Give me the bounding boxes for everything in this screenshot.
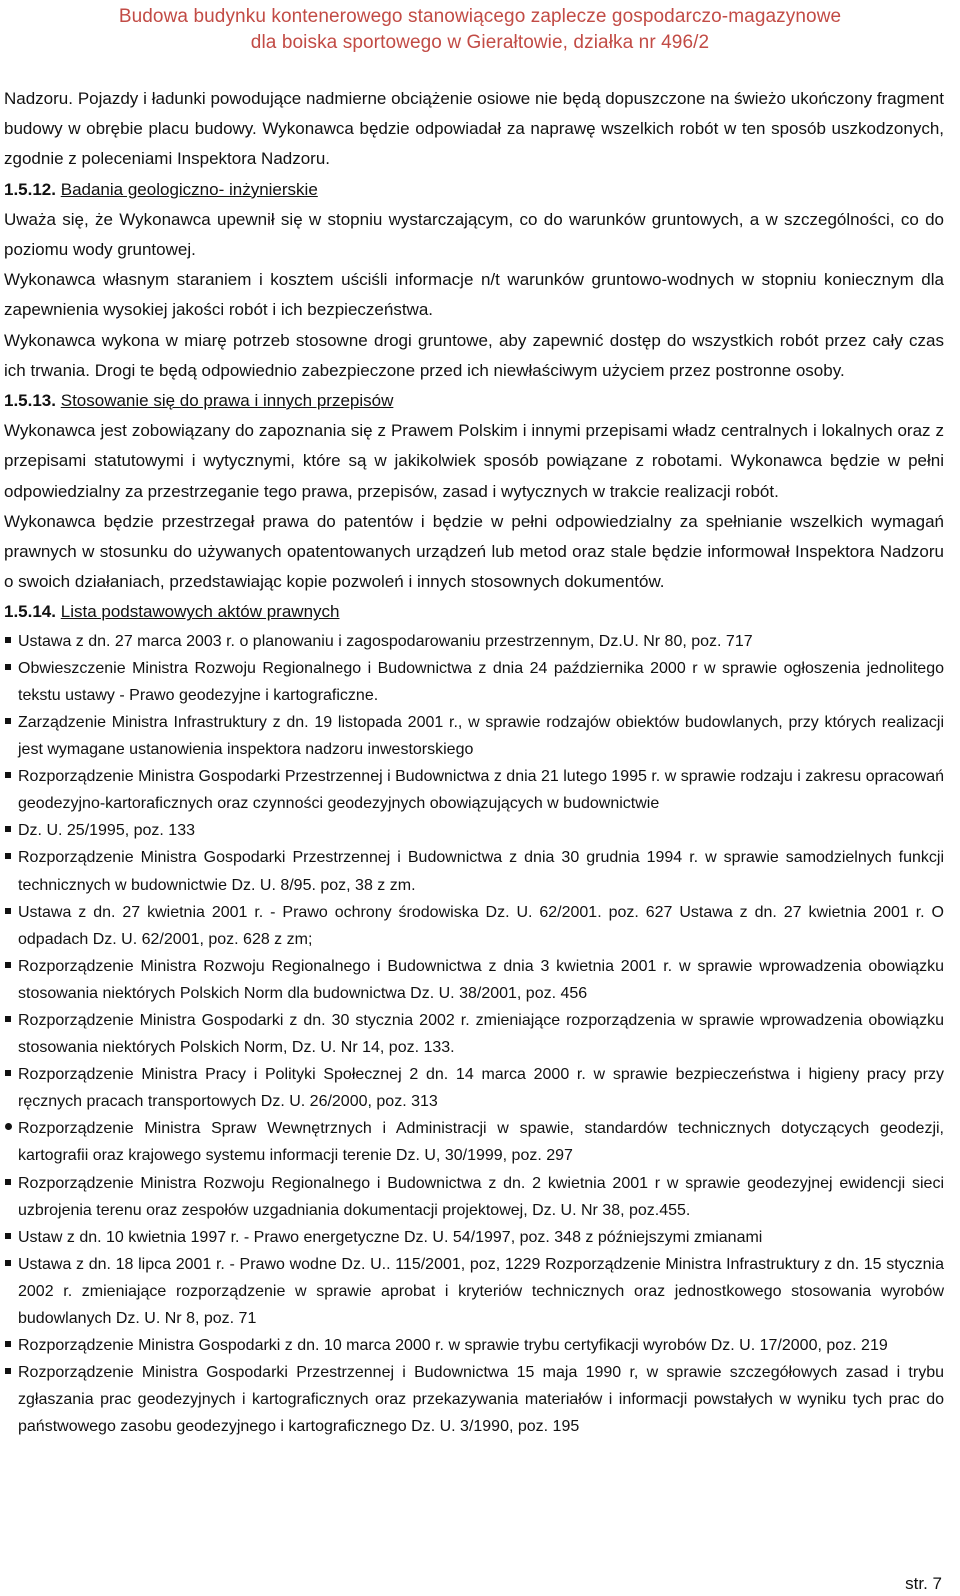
list-item-text: Ustaw z dn. 10 kwietnia 1997 r. - Prawo energetyczne Dz. U. 54/1997, poz. 348 z późniejszymi zmianami	[18, 1228, 763, 1246]
list-item-text: Zarządzenie Ministra Infrastruktury z dn. 19 listopada 2001 r., w sprawie rodzajów obiektów budowlanych, przy których realizacji jest wymagane ustanowienia inspektora nadzoru inwestorskiego	[18, 713, 944, 759]
square-bullet-icon	[5, 628, 15, 655]
list-item	[4, 709, 944, 763]
square-bullet-icon	[5, 1170, 15, 1197]
paragraph: Wykonawca własnym staraniem i kosztem uściśli informacje n/t warunków gruntowo-wodnych w stopniu koniecznym dla zapewnienia wysokiej jakości robót i ich bezpieczeństwa.	[4, 270, 944, 320]
paragraph: Wykonawca wykona w miarę potrzeb stosowne drogi gruntowe, aby zapewnić dostęp do wszystkich robót przez cały czas ich trwania. Drogi te będą odpowiednio zabezpieczone przed ich niewłaściwym użyciem przez postronne osoby.	[4, 330, 944, 380]
section-heading-1-5-14	[4, 597, 944, 627]
section-number: 1.5.13.	[4, 391, 56, 411]
header-line-2: dla boiska sportowego w Gierałtowie, działka nr 496/2	[250, 32, 710, 53]
list-item-text: Ustawa z dn. 27 marca 2003 r. o planowaniu i zagospodarowaniu przestrzennym, Dz.U. Nr 80, poz. 717	[18, 632, 753, 650]
square-bullet-icon	[5, 1007, 15, 1034]
list-item	[4, 1115, 944, 1169]
round-bullet-icon	[5, 1115, 15, 1142]
header-line-1: Budowa budynku kontenerowego stanowiącego zaplecze gospodarczo-magazynowe	[118, 6, 842, 27]
list-item	[4, 1332, 944, 1359]
list-item-text: Rozporządzenie Ministra Rozwoju Regionalnego i Budownictwa z dn. 2 kwietnia 2001 r w sprawie geodezyjnej ewidencji sieci uzbrojenia terenu oraz zespołów uzgadniania dokumentacji projektowej, Dz. U. Nr 38, poz.455.	[18, 1174, 944, 1219]
square-bullet-icon	[5, 709, 15, 736]
list-item	[4, 953, 944, 1007]
section-number: 1.5.14.	[4, 602, 56, 622]
document-body	[4, 84, 944, 1440]
list-item	[4, 1007, 944, 1061]
paragraph: Uważa się, że Wykonawca upewnił się w stopniu wystarczającym, co do warunków gruntowych, a w szczególności, co do poziomu wody gruntowej.	[4, 209, 944, 260]
square-bullet-icon	[5, 1332, 15, 1359]
intro-paragraph: Nadzoru. Pojazdy i ładunki powodujące nadmierne obciążenie osiowe nie będą dopuszczone na świeżo ukończony fragment budowy w obrębie placu budowy. Wykonawca będzie odpowiadał za naprawę wszelkich robót w ten sposób uszkodzonych, zgodnie z poleceniami Inspektora Nadzoru.	[4, 89, 944, 169]
square-bullet-icon	[5, 1251, 15, 1278]
section-heading-1-5-13	[4, 386, 944, 416]
square-bullet-icon	[5, 763, 15, 790]
square-bullet-icon	[5, 953, 15, 980]
list-item-text: Rozporządzenie Ministra Gospodarki z dn. 10 marca 2000 r. w sprawie trybu certyfikacji wyrobów Dz. U. 17/2000, poz. 219	[18, 1337, 888, 1355]
list-item-text: Rozporządzenie Ministra Gospodarki Przestrzennej i Budownictwa z dnia 30 grudnia 1994 r. w sprawie samodzielnych funkcji technicznych w budownictwie Dz. U. 8/95. poz, 38 z zm.	[18, 849, 944, 894]
list-item-text: Rozporządzenie Ministra Spraw Wewnętrznych i Administracji w spawie, standardów technicznych dotyczących geodezji, kartografii oraz krajowego systemu informacji terenie Dz. U, 30/1999, poz. 297	[18, 1120, 944, 1165]
list-item-text: Rozporządzenie Ministra Gospodarki Przestrzennej i Budownictwa z dnia 21 lutego 1995 r. w sprawie rodzaju i zakresu opracowań geodezyjno-kartoraficznych oraz czynności geodezyjnych obowiązujących w budownictwie	[18, 768, 944, 813]
list-item	[4, 817, 944, 844]
section-title: Stosowanie się do prawa i innych przepisów	[60, 391, 394, 411]
square-bullet-icon	[5, 817, 15, 844]
square-bullet-icon	[5, 655, 15, 682]
list-item-text: Rozporządzenie Ministra Gospodarki z dn. 30 stycznia 2002 r. zmieniające rozporządzenia w sprawie wprowadzenia obowiązku stosowania niektórych Polskich Norm, Dz. U. Nr 14, poz. 133.	[18, 1011, 944, 1057]
list-item	[4, 1170, 944, 1224]
list-item-text: Ustawa z dn. 27 kwietnia 2001 r. - Prawo ochrony środowiska Dz. U. 62/2001. poz. 627 Ustawa z dn. 27 kwietnia 2001 r. O odpadach Dz. U. 62/2001, poz. 628 z zm;	[18, 903, 944, 948]
paragraph: Wykonawca jest zobowiązany do zapoznania się z Prawem Polskim i innymi przepisami władz centralnych i lokalnych oraz z przepisami statutowymi i wytycznymi, które są w jakikolwiek sposób powiązane z robotami. Wykonawca będzie w pełni odpowiedzialny za przestrzeganie tego prawa, przepisów, zasad i wytycznych w trakcie realizacji robót.	[4, 421, 944, 501]
square-bullet-icon	[5, 1224, 15, 1251]
list-item-text: Ustawa z dn. 18 lipca 2001 r. - Prawo wodne Dz. U.. 115/2001, poz, 1229 Rozporządzenie Ministra Infrastruktury z dn. 15 stycznia 2002 r. zmieniające rozporządzenie w sprawie aprobat i kryteriów technicznych oraz jednostkowego stosowania wyrobów budowlanych Dz. U. Nr 8, poz. 71	[18, 1255, 944, 1327]
list-item	[4, 628, 944, 655]
list-item-text: Rozporządzenie Ministra Pracy i Polityki Społecznej 2 dn. 14 marca 2000 r. w sprawie bezpieczeństwa i higieny pracy przy ręcznych pracach transportowych Dz. U. 26/2000, poz. 313	[18, 1066, 944, 1111]
list-item-text: Rozporządzenie Ministra Rozwoju Regionalnego i Budownictwa z dnia 3 kwietnia 2001 r. w sprawie wprowadzenia obowiązku stosowania niektórych Polskich Norm dla budownictwa Dz. U. 38/2001, poz. 456	[18, 957, 944, 1002]
legal-acts-list	[4, 628, 944, 1441]
list-item	[4, 1061, 944, 1115]
square-bullet-icon	[5, 1359, 15, 1386]
page-number: str. 7	[905, 1574, 942, 1593]
list-item	[4, 899, 944, 953]
page-header	[0, 4, 960, 56]
list-item	[4, 1251, 944, 1332]
list-item	[4, 1359, 944, 1440]
square-bullet-icon	[5, 1061, 15, 1088]
list-item	[4, 763, 944, 817]
section-title: Badania geologiczno- inżynierskie	[60, 179, 318, 199]
list-item	[4, 1224, 944, 1251]
section-heading-1-5-12	[4, 175, 944, 205]
list-item-text: Rozporządzenie Ministra Gospodarki Przestrzennej i Budownictwa 15 maja 1990 r, w sprawie szczegółowych zasad i trybu zgłaszania prac geodezyjnych i kartograficznych oraz przekazywania materiałów i informacji powstałych w wyniku tych prac do państwowego zasobu geodezyjnego i kartograficznego Dz. U. 3/1990, poz. 195	[18, 1364, 944, 1436]
section-number: 1.5.12.	[4, 179, 56, 199]
list-item-text: Dz. U. 25/1995, poz. 133	[18, 822, 195, 840]
section-title: Lista podstawowych aktów prawnych	[60, 602, 340, 622]
list-item	[4, 655, 944, 709]
list-item	[4, 844, 944, 898]
square-bullet-icon	[5, 899, 15, 926]
paragraph: Wykonawca będzie przestrzegał prawa do patentów i będzie w pełni odpowiedzialny za spełnianie wszelkich wymagań prawnych w stosunku do używanych opatentowanych urządzeń lub metod oraz stale będzie informował Inspektora Nadzoru o swoich działaniach, przedstawiając kopie pozwoleń i innych stosownych dokumentów.	[4, 511, 944, 592]
square-bullet-icon	[5, 844, 15, 871]
list-item-text: Obwieszczenie Ministra Rozwoju Regionalnego i Budownictwa z dnia 24 października 2000 r w sprawie ogłoszenia jednolitego tekstu ustawy - Prawo geodezyjne i kartograficzne.	[18, 659, 944, 704]
